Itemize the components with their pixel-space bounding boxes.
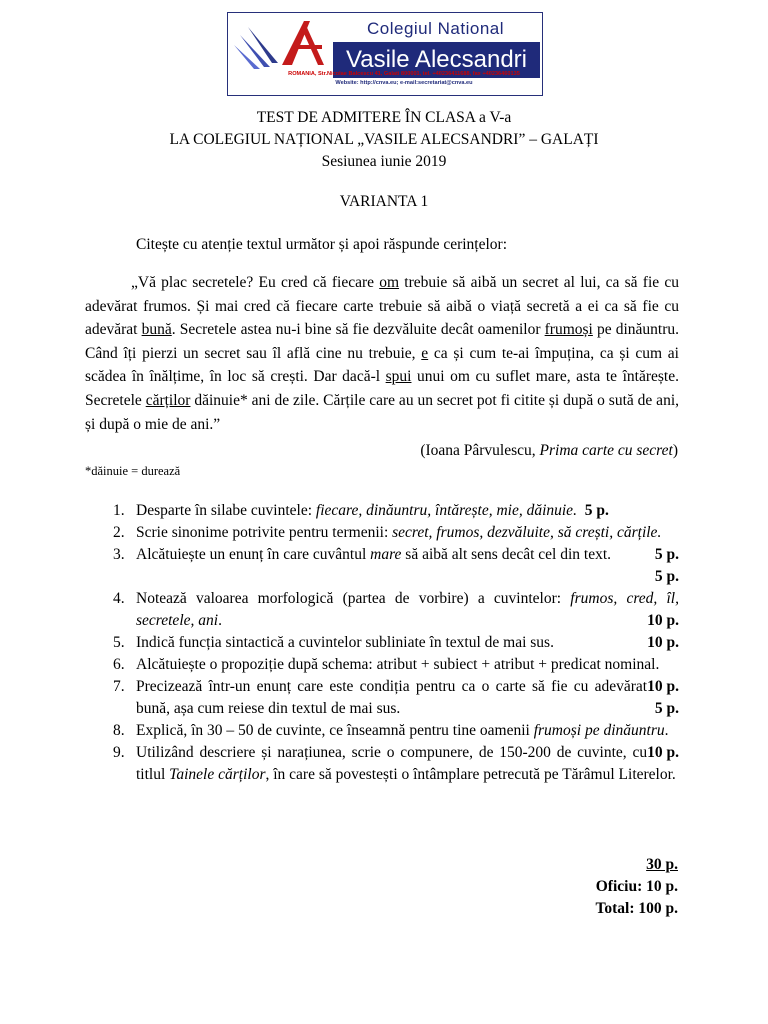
task-points: 10 p. [647, 744, 679, 761]
task-number: 3. [113, 546, 125, 563]
task-item [113, 632, 679, 654]
text-part: unui om cu suflet mare, asta te întărește. Secretele [85, 368, 679, 409]
task-emphasis: fiecare, dinăuntru, întărește, mie, dăinuie. [315, 502, 577, 519]
variant-label: VARIANTA 1 [339, 193, 429, 210]
task-text-end: să aibă alt sens decât cel din text. [401, 546, 612, 563]
source-book: Prima carte cu secret [539, 442, 673, 459]
task-text-end: . [664, 722, 669, 739]
task-text: Utilizând descriere și narațiunea, scrie o compunere, de 150-200 de cuvinte, cu titlul [136, 744, 648, 783]
source-close: ) [672, 442, 678, 459]
task-number: 7. [113, 678, 125, 695]
text-part: dăinuie* ani de zile. Cărțile care au un secret pot fi citite și după o sută de ani, și după o mie de ani.” [85, 391, 679, 433]
task-text: Alcătuiește o propoziție după schema: atribut + subiect + atribut + predicat nominal. [136, 656, 660, 673]
test-session: Sesiunea iunie 2019 [321, 153, 447, 170]
task-points: 10 p. [647, 612, 679, 629]
task-points: 5 p. [654, 568, 679, 585]
task-number: 8. [113, 722, 125, 739]
task-number: 2. [113, 524, 125, 541]
footnote: *dăinuie = durează [85, 464, 181, 478]
task-emphasis: Tainele cărților [169, 766, 266, 783]
test-title: TEST DE ADMITERE ÎN CLASA a V-a [256, 109, 512, 126]
text-part: pe dinăuntru. Când îți pierzi un secret sau îl află cine nu trebuie, [85, 321, 679, 362]
school-address: ROMANIA, Str.Nicolae Balcescu 41, Galati 800001, tel. +40236411688, fax +40236460135 [288, 71, 520, 77]
task-text: Alcătuiește un enunț în care cuvântul [136, 546, 371, 563]
task-text: Explică, în 30 – 50 de cuvinte, ce înseamnă pentru tine oamenii [136, 722, 534, 739]
text-source [420, 441, 678, 461]
score-summary [595, 854, 678, 920]
task-number: 6. [113, 656, 125, 673]
task-emphasis: secret, frumos, dezvăluite, să crești, cărțile. [392, 524, 662, 541]
total-points: Total: 100 p. [595, 900, 678, 917]
task-item [113, 676, 679, 720]
task-number: 9. [113, 744, 125, 761]
task-text: Notează valoarea morfologică (partea de vorbire) a cuvintelor: [136, 590, 571, 607]
task-points: 5 p. [584, 502, 609, 519]
underlined-word: cărților [145, 391, 191, 409]
source-author: (Ioana Pârvulescu, [420, 442, 540, 459]
task-item [113, 720, 679, 761]
task-emphasis: frumoși pe dinăuntru [533, 722, 665, 739]
task-list [113, 500, 679, 786]
text-part: . Secretele astea nu-i bine să fie dezvăluite decât oamenilor [171, 321, 545, 339]
text-part: ca și cum te-ai împuțina, ca și cum ai scădea în înălțime, în loc să crești. Dar dacă-l [85, 344, 679, 386]
school-contact: Website: http://cnva.eu; e-mail:secretariat@cnva.eu [335, 80, 473, 86]
task-text-end: , în care să povestești o întâmplare petrecută pe Tărâmul Literelor. [265, 766, 676, 783]
task-text: Scrie sinonime potrivite pentru termenii: [136, 524, 393, 541]
underlined-word: spui [385, 368, 412, 386]
task-points: 5 p. [654, 700, 679, 717]
task-points: 5 p. [654, 546, 679, 563]
task-text: Precizează într-un enunț care este condiția pentru ca o carte să fie cu adevărat bună, așa cum reiese din textul de mai sus. [136, 678, 648, 717]
task-item [113, 654, 679, 695]
task-item [113, 544, 679, 588]
task-item [113, 588, 679, 632]
task-number: 4. [113, 590, 125, 607]
task-item [113, 742, 679, 786]
text-part: „Vă plac secretele? Eu cred că fiecare [131, 274, 380, 291]
underlined-word: frumoși [544, 321, 593, 339]
task-emphasis: frumos, cred, îl, secretele, ani [136, 590, 679, 629]
task-text: Desparte în silabe cuvintele: [136, 502, 316, 519]
underlined-word: bună [141, 321, 172, 339]
task-emphasis: mare [370, 546, 402, 563]
underlined-word: e [421, 344, 429, 362]
task-number: 5. [113, 634, 125, 651]
reading-text [85, 271, 679, 436]
task-points: 10 p. [647, 678, 679, 695]
task-points: 10 p. [647, 634, 679, 651]
task-9-points: 30 p. [646, 856, 678, 873]
test-subtitle: LA COLEGIUL NAȚIONAL „VASILE ALECSANDRI” – GALAȚI [169, 131, 599, 148]
instructions: Citește cu atenție textul următor și apoi răspunde cerințelor: [136, 236, 508, 253]
task-item [113, 500, 679, 522]
school-name-line1: Colegiul National [366, 19, 505, 38]
text-part: trebuie să aibă un secret al lui, ca să fie cu adevărat frumos. Și mai cred că fiecare carte trebuie să aibă o viață secretă a ei ca să fie cu adevărat [85, 274, 679, 339]
school-name-line2: Vasile Alecsandri [333, 42, 540, 78]
task-text: Indică funcția sintactică a cuvintelor subliniate în textul de mai sus. [136, 634, 554, 651]
underlined-word: om [379, 274, 400, 291]
task-number: 1. [113, 502, 125, 519]
oficiu-points: Oficiu: 10 p. [595, 878, 678, 895]
task-text-end: . [218, 612, 222, 629]
school-banner [227, 12, 543, 96]
